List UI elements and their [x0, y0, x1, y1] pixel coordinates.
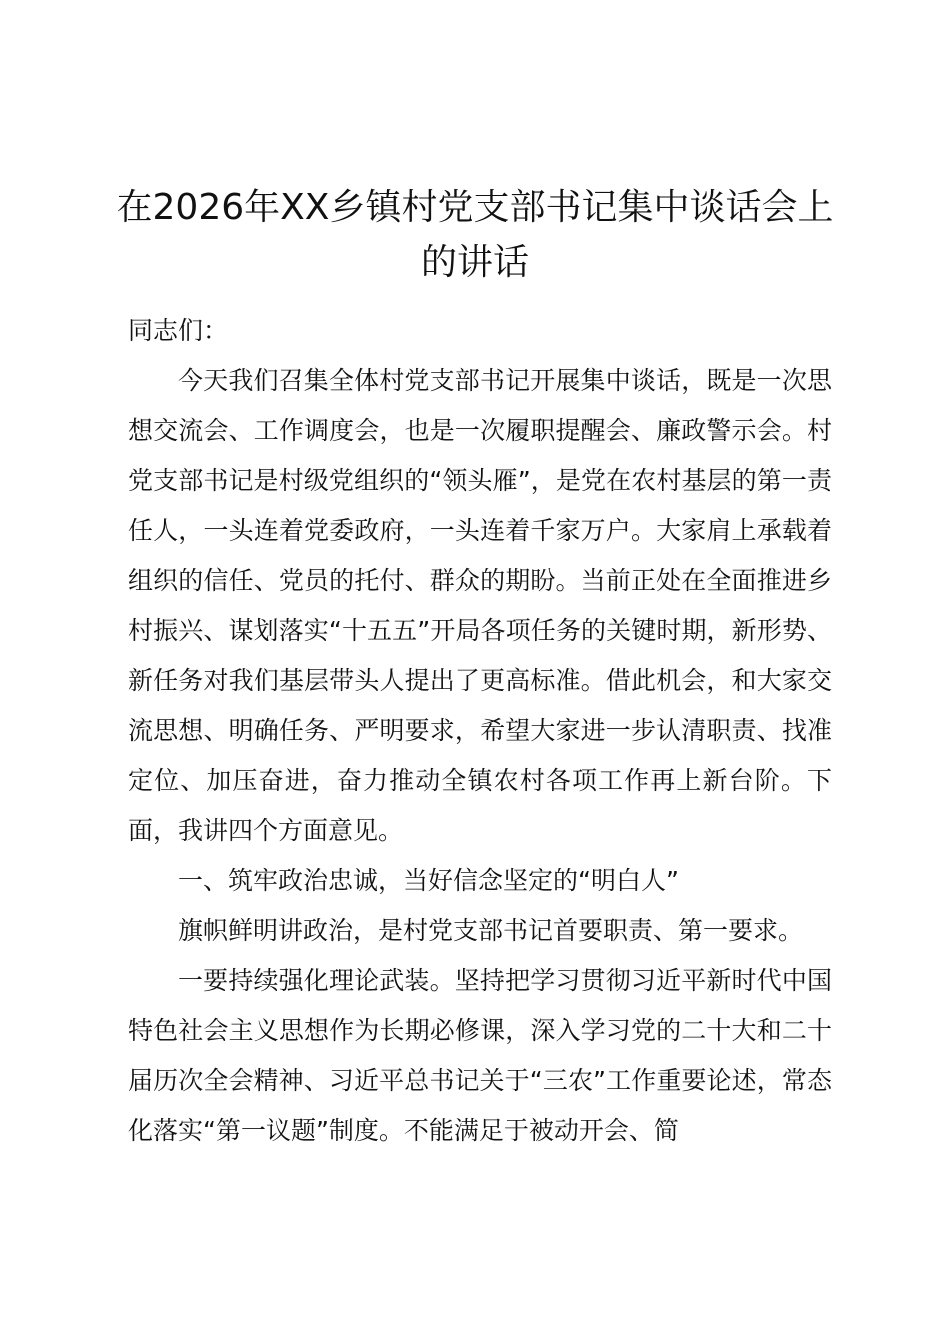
salutation: 同志们： — [128, 316, 229, 345]
section-heading: 一、筑牢政治忠诚，当好信念坚定的“明白人” — [178, 866, 679, 895]
paragraph: 一要持续强化理论武装。坚持把学习贯彻习近平新时代中国特色社会主义思想作为长期必修课，深入学习党的二十大和二十届历次全会精神、习近平总书记关于“三农”工作重要论述，常态化落实“第一议题”制度。不能满足于被动开会、简 — [128, 966, 832, 1145]
document-body — [128, 306, 832, 1156]
paragraph-intro: 今天我们召集全体村党支部书记开展集中谈话，既是一次思想交流会、工作调度会，也是一次履职提醒会、廉政警示会。村党支部书记是村级党组织的“领头雁”，是党在农村基层的第一责任人，一头连着党委政府，一头连着千家万户。大家肩上承载着组织的信任、党员的托付、群众的期盼。当前正处在全面推进乡村振兴、谋划落实“十五五”开局各项任务的关键时期，新形势、新任务对我们基层带头人提出了更高标准。借此机会，和大家交流思想、明确任务、严明要求，希望大家进一步认清职责、找准定位、加压奋进，奋力推动全镇农村各项工作再上新台阶。下面，我讲四个方面意见。 — [128, 366, 832, 845]
paragraph: 旗帜鲜明讲政治，是村党支部书记首要职责、第一要求。 — [178, 916, 804, 945]
document-title: 在2026年XX乡镇村党支部书记集中谈话会上的讲话 — [116, 187, 834, 283]
